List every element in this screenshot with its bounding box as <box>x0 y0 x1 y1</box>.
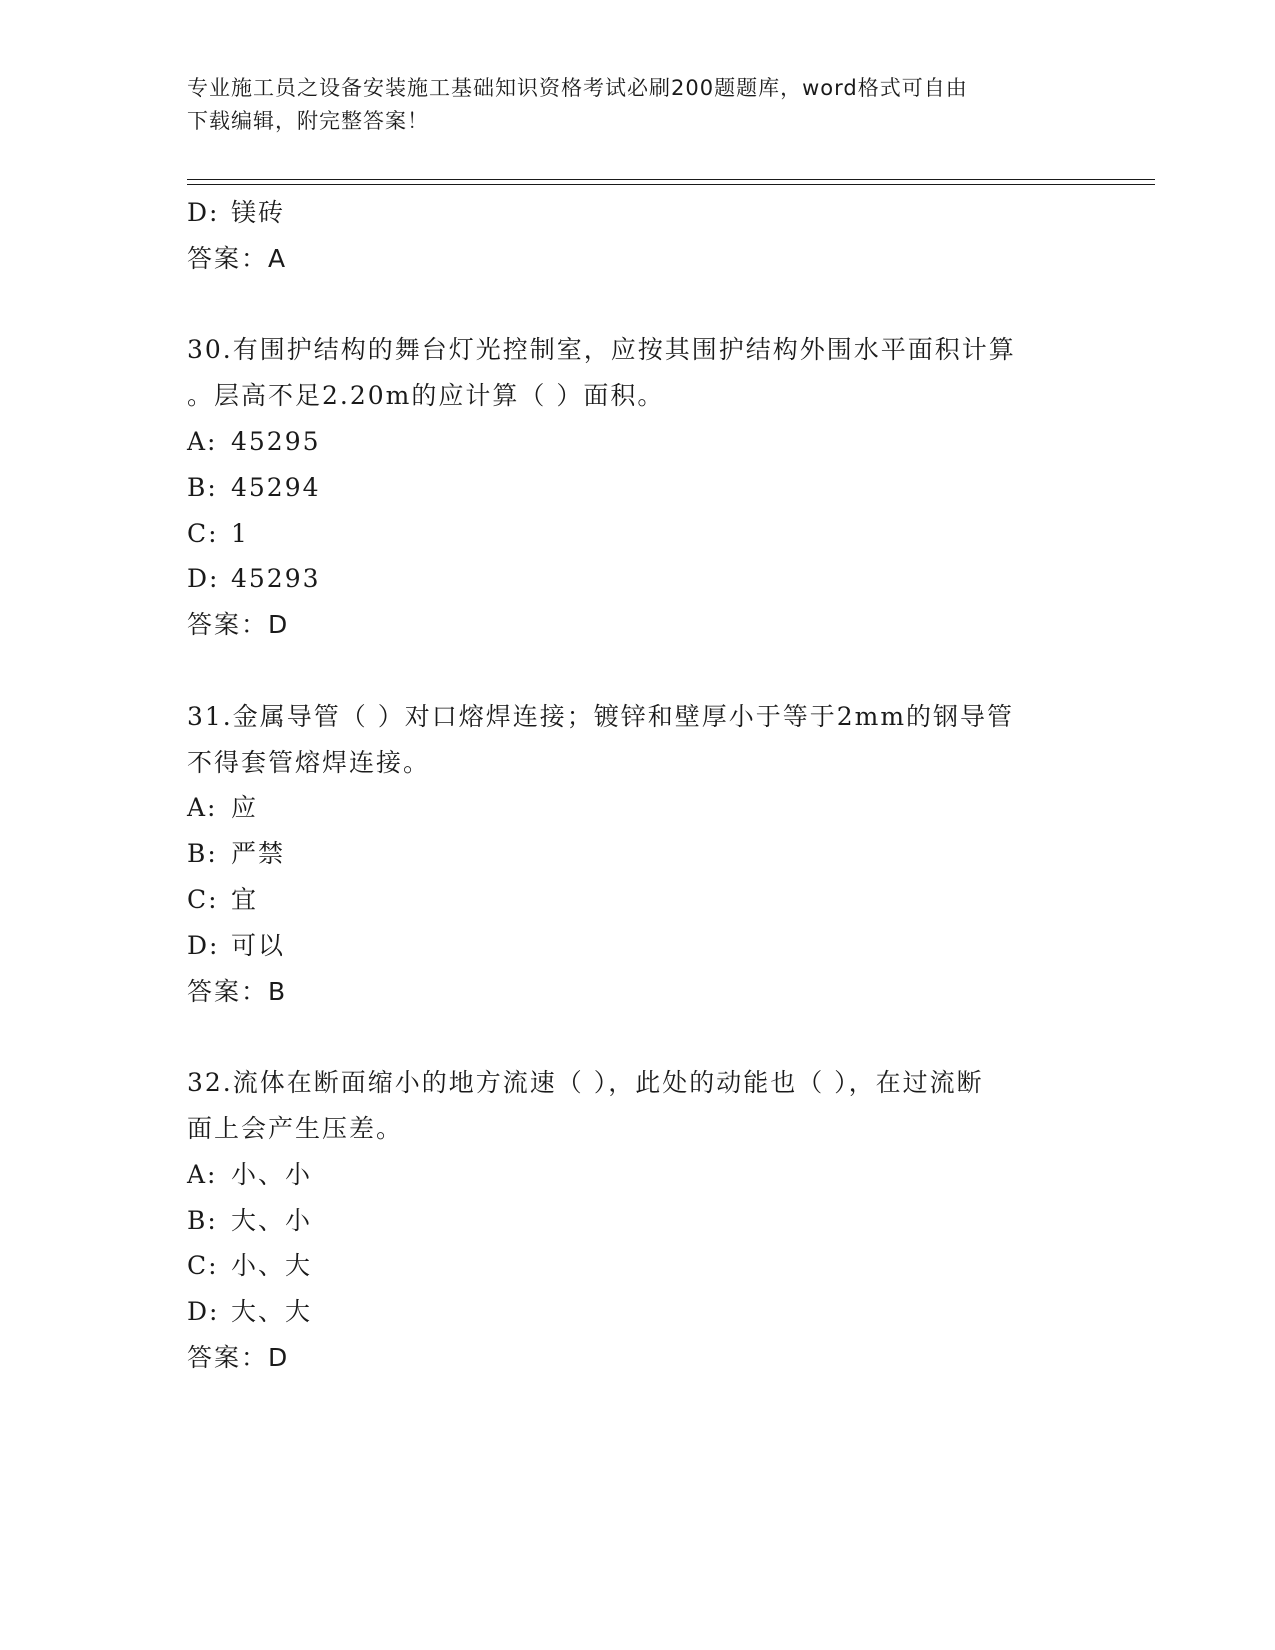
option-row <box>187 923 1147 969</box>
option-row <box>187 1198 1147 1244</box>
question-content <box>187 190 1147 1381</box>
question-stem: 。层高不足2.20m的应计算（ ）面积。 <box>187 381 665 411</box>
option-key: B: <box>187 472 218 502</box>
header-line-2: 下载编辑，附完整答案！ <box>187 109 429 133</box>
option-row <box>187 190 1147 236</box>
option-key: A: <box>187 426 218 456</box>
option-text: 45295 <box>231 426 321 456</box>
answer-line: 答案：B <box>187 976 288 1006</box>
option-text: 应 <box>231 793 259 823</box>
option-text: 小、小 <box>231 1159 313 1189</box>
option-row <box>187 785 1147 831</box>
document-header <box>187 72 1087 138</box>
option-key: A: <box>187 1159 218 1189</box>
option-text: 可以 <box>231 930 286 960</box>
option-key: C: <box>187 884 219 914</box>
option-row <box>187 465 1147 511</box>
question-stem: 面上会产生压差。 <box>187 1113 404 1143</box>
question-stem: 30.有围护结构的舞台灯光控制室，应按其围护结构外围水平面积计算 <box>187 335 1016 365</box>
question-stem: 32.流体在断面缩小的地方流速（ ），此处的动能也（ ），在过流断 <box>187 1068 984 1098</box>
option-text: 45293 <box>231 564 321 594</box>
option-text: 大、大 <box>231 1297 313 1327</box>
option-row <box>187 1289 1147 1335</box>
spacer <box>187 648 1147 694</box>
option-text: 严禁 <box>231 839 286 869</box>
option-text: 镁砖 <box>231 198 286 227</box>
header-divider-top <box>187 179 1155 180</box>
header-line-1: 专业施工员之设备安装施工基础知识资格考试必刷200题题库，word格式可自由 <box>187 76 968 100</box>
option-row <box>187 831 1147 877</box>
option-row <box>187 419 1147 465</box>
option-row <box>187 556 1147 602</box>
option-row <box>187 877 1147 923</box>
option-text: 小、大 <box>231 1251 313 1281</box>
option-key: B: <box>187 1205 218 1235</box>
option-key: C: <box>187 1251 219 1281</box>
option-key: D: <box>187 930 220 960</box>
option-key: C: <box>187 518 219 548</box>
spacer <box>187 282 1147 328</box>
option-key: A: <box>187 793 218 823</box>
answer-line: 答案：D <box>187 610 290 640</box>
answer-line: 答案：A <box>187 243 288 273</box>
option-key: D: <box>187 198 220 227</box>
option-text: 45294 <box>231 472 321 502</box>
option-key: B: <box>187 839 218 869</box>
option-text: 宜 <box>231 884 259 914</box>
question-stem: 31.金属导管（ ）对口熔焊连接；镀锌和壁厚小于等于2mm的钢导管 <box>187 701 1015 731</box>
option-key: D: <box>187 564 220 594</box>
answer-line: 答案：D <box>187 1342 290 1372</box>
option-text: 大、小 <box>231 1205 313 1235</box>
option-key: D: <box>187 1297 220 1327</box>
spacer <box>187 1014 1147 1060</box>
question-stem: 不得套管熔焊连接。 <box>187 747 431 777</box>
option-row <box>187 1152 1147 1198</box>
option-row <box>187 1243 1147 1289</box>
option-row <box>187 511 1147 557</box>
header-divider-bottom <box>187 184 1155 185</box>
option-text: 1 <box>231 518 249 548</box>
